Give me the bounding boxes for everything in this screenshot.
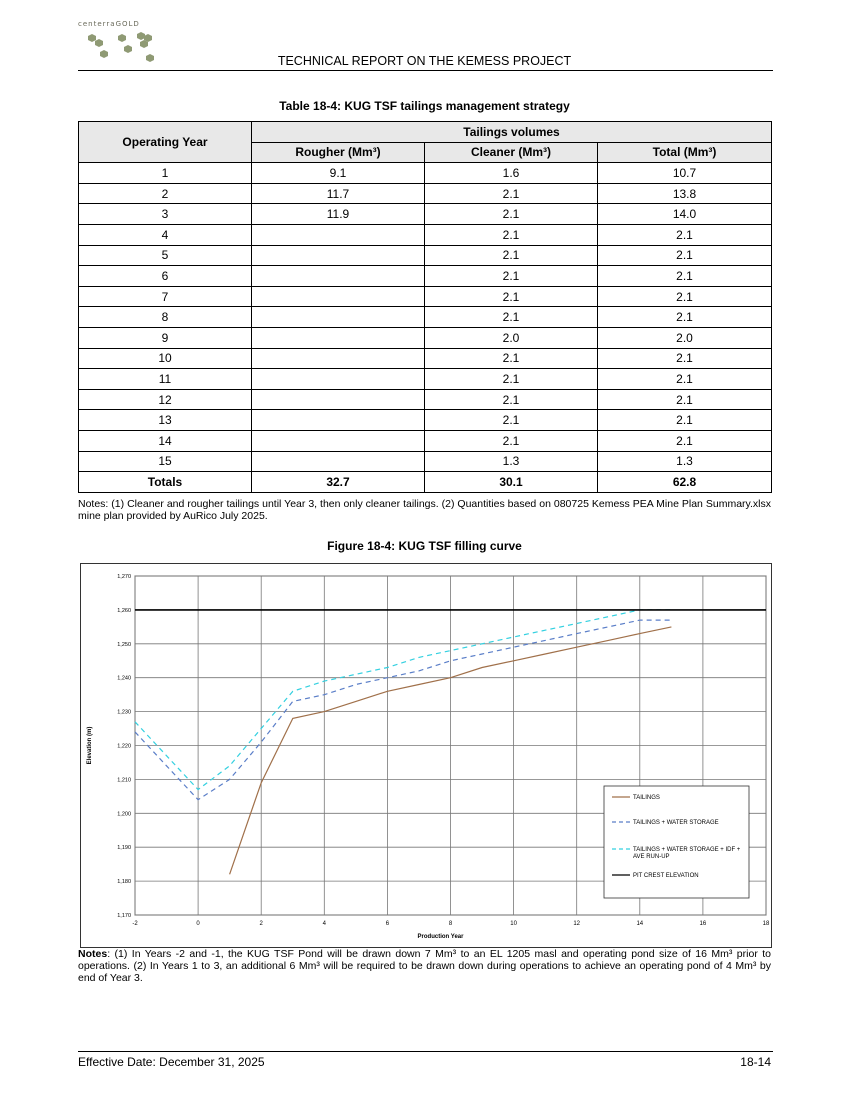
cell-year: 13	[79, 410, 252, 431]
table-row	[79, 307, 772, 328]
x-tick-label: 10	[510, 921, 517, 927]
y-tick-label: 1,240	[117, 675, 131, 682]
cell-total: 2.1	[598, 369, 772, 390]
totals-total: 62.8	[598, 472, 772, 493]
cell-year: 12	[79, 389, 252, 410]
cell-year: 10	[79, 348, 252, 369]
cell-year: 8	[79, 307, 252, 328]
cell-year: 4	[79, 224, 252, 245]
x-tick-label: 8	[448, 921, 453, 927]
figure-notes-label: Notes	[78, 948, 108, 960]
cell-year: 7	[79, 286, 252, 307]
table-row	[79, 451, 772, 472]
cell-rougher	[252, 327, 425, 348]
cell-total: 2.1	[598, 348, 772, 369]
page-number: 18-14	[740, 1055, 771, 1069]
effective-date: Effective Date: December 31, 2025	[78, 1055, 265, 1069]
cell-rougher	[252, 369, 425, 390]
cell-cleaner: 2.1	[425, 389, 598, 410]
y-tick-label: 1,200	[117, 811, 131, 818]
cell-year: 3	[79, 204, 252, 225]
cell-cleaner: 2.1	[425, 430, 598, 451]
cell-total: 2.0	[598, 327, 772, 348]
footer-rule	[78, 1051, 773, 1052]
cell-rougher: 11.7	[252, 183, 425, 204]
totals-rougher: 32.7	[252, 472, 425, 493]
y-axis-label: Elevation (m)	[87, 726, 93, 765]
cell-rougher	[252, 348, 425, 369]
tailings-table	[78, 121, 772, 493]
x-tick-label: 14	[636, 921, 644, 927]
cell-cleaner: 2.1	[425, 410, 598, 431]
chart-svg	[81, 564, 771, 947]
cell-year: 6	[79, 266, 252, 287]
totals-row	[79, 472, 772, 493]
cell-total: 2.1	[598, 430, 772, 451]
cell-year: 5	[79, 245, 252, 266]
x-tick-label: 18	[762, 921, 770, 927]
cell-year: 11	[79, 369, 252, 390]
totals-cleaner: 30.1	[425, 472, 598, 493]
y-tick-label: 1,260	[117, 607, 131, 614]
cell-cleaner: 2.1	[425, 286, 598, 307]
table-notes: Notes: (1) Cleaner and rougher tailings until Year 3, then only cleaner tailings. (2) Quantities based on 080725 Kemess PEA Mine Plan Summary.xlsx mine plan provided by AuRico July 2025.	[78, 498, 771, 522]
legend-label-0: TAILINGS	[633, 795, 660, 801]
table-row	[79, 163, 772, 184]
y-tick-label: 1,270	[117, 574, 131, 580]
table-row	[79, 327, 772, 348]
cell-rougher	[252, 266, 425, 287]
cell-year: 2	[79, 183, 252, 204]
cell-rougher: 11.9	[252, 204, 425, 225]
cell-total: 2.1	[598, 307, 772, 328]
x-tick-label: -2	[132, 921, 138, 927]
cell-year: 14	[79, 430, 252, 451]
table-row	[79, 410, 772, 431]
cell-total: 2.1	[598, 245, 772, 266]
cell-total: 2.1	[598, 224, 772, 245]
cell-cleaner: 1.3	[425, 451, 598, 472]
legend-label-3: PIT CREST ELEVATION	[633, 873, 699, 879]
y-tick-label: 1,170	[117, 913, 131, 919]
cell-total: 14.0	[598, 204, 772, 225]
filling-curve-chart	[80, 563, 772, 948]
legend-label-2: TAILINGS + WATER STORAGE + IDF + AVE RUN-UP	[633, 847, 741, 860]
cell-rougher	[252, 286, 425, 307]
cell-rougher	[252, 410, 425, 431]
logo-wordmark: centerraGOLD	[78, 20, 140, 28]
cell-year: 1	[79, 163, 252, 184]
totals-label: Totals	[79, 472, 252, 493]
figure-caption: Figure 18-4: KUG TSF filling curve	[327, 539, 522, 553]
cell-cleaner: 2.1	[425, 266, 598, 287]
table-row	[79, 204, 772, 225]
table-row	[79, 389, 772, 410]
cell-cleaner: 1.6	[425, 163, 598, 184]
cell-rougher	[252, 430, 425, 451]
report-title: TECHNICAL REPORT ON THE KEMESS PROJECT	[277, 54, 572, 68]
x-tick-label: 6	[385, 921, 390, 927]
cell-rougher: 9.1	[252, 163, 425, 184]
header-rule	[78, 70, 773, 71]
table-caption: Table 18-4: KUG TSF tailings management strategy	[279, 99, 570, 113]
header-total: Total (Mm³)	[598, 142, 772, 163]
legend-box	[604, 786, 749, 898]
cell-total: 10.7	[598, 163, 772, 184]
header-operating-year: Operating Year	[79, 122, 252, 163]
cell-rougher	[252, 389, 425, 410]
cell-cleaner: 2.1	[425, 348, 598, 369]
x-tick-label: 16	[699, 921, 707, 927]
x-tick-label: 4	[322, 921, 326, 927]
cell-cleaner: 2.1	[425, 307, 598, 328]
header-rougher: Rougher (Mm³)	[252, 142, 425, 163]
table-row	[79, 286, 772, 307]
cell-rougher	[252, 224, 425, 245]
y-tick-label: 1,220	[117, 743, 131, 750]
cell-cleaner: 2.1	[425, 224, 598, 245]
cell-year: 9	[79, 327, 252, 348]
legend-label-1: TAILINGS + WATER STORAGE	[633, 820, 719, 826]
x-tick-label: 12	[573, 921, 581, 927]
y-tick-label: 1,250	[117, 641, 131, 648]
cell-rougher	[252, 245, 425, 266]
x-tick-label: 2	[259, 921, 263, 927]
cell-total: 2.1	[598, 266, 772, 287]
cell-rougher	[252, 307, 425, 328]
figure-notes	[78, 948, 771, 984]
table-row	[79, 245, 772, 266]
cell-cleaner: 2.1	[425, 204, 598, 225]
cell-rougher	[252, 451, 425, 472]
cell-total: 2.1	[598, 410, 772, 431]
cell-cleaner: 2.1	[425, 369, 598, 390]
cell-cleaner: 2.1	[425, 245, 598, 266]
cell-year: 15	[79, 451, 252, 472]
cell-total: 1.3	[598, 451, 772, 472]
table-row	[79, 430, 772, 451]
table-row	[79, 348, 772, 369]
cell-total: 13.8	[598, 183, 772, 204]
header-tailings-volumes: Tailings volumes	[252, 122, 772, 143]
table-row	[79, 224, 772, 245]
table-row	[79, 369, 772, 390]
table-row	[79, 183, 772, 204]
figure-notes-text: : (1) In Years -2 and -1, the KUG TSF Pond will be drawn down 7 Mm³ to an EL 1205 masl and operating pond size of 16 Mm³ prior to operations. (2) In Years 1 to 3, an additional 6 Mm³ will be required to be drawn down during operations to achieve an operating pond of 4 Mm³ by end of Year 3.	[78, 948, 771, 984]
y-tick-label: 1,210	[117, 777, 131, 784]
y-tick-label: 1,180	[117, 879, 131, 886]
cell-total: 2.1	[598, 286, 772, 307]
cell-cleaner: 2.1	[425, 183, 598, 204]
y-tick-label: 1,230	[117, 709, 131, 716]
x-axis-label: Production Year	[417, 934, 464, 940]
header-cleaner: Cleaner (Mm³)	[425, 142, 598, 163]
cell-cleaner: 2.0	[425, 327, 598, 348]
y-tick-label: 1,190	[117, 845, 131, 852]
x-tick-label: 0	[196, 921, 200, 927]
table-row	[79, 266, 772, 287]
cell-total: 2.1	[598, 389, 772, 410]
